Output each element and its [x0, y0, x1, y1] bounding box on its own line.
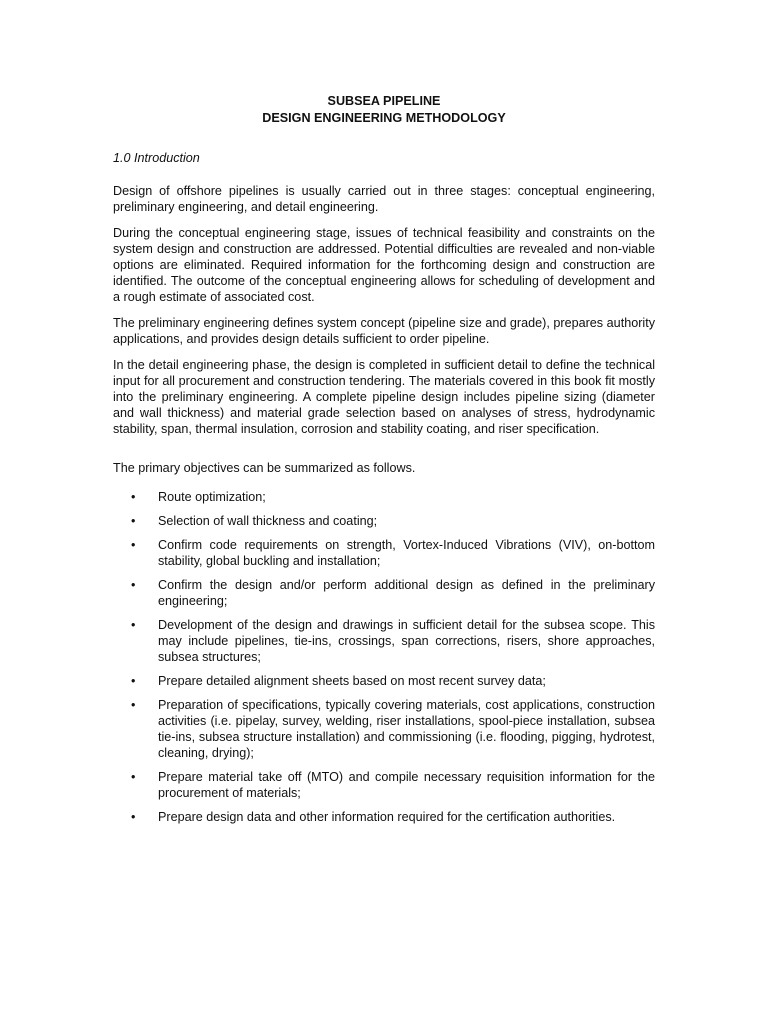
list-item-text: Development of the design and drawings in sufficient detail for the subsea scope. This may include pipelines, tie-ins, crossings, span corrections, risers, shore approaches, subsea structures; — [158, 618, 655, 664]
section-heading: 1.0 Introduction — [113, 151, 200, 165]
list-item — [113, 769, 655, 801]
list-item-text: Route optimization; — [158, 490, 266, 504]
paragraph: Design of offshore pipelines is usually carried out in three stages: conceptual engineering, preliminary engineering, and detail engineering. — [113, 184, 655, 214]
bullet-icon: • — [131, 514, 136, 528]
list-item — [113, 577, 655, 609]
bullet-icon: • — [131, 538, 136, 552]
list-item — [113, 809, 655, 825]
list-item — [113, 489, 655, 505]
list-item-text: Prepare detailed alignment sheets based on most recent survey data; — [158, 674, 546, 688]
bullet-icon: • — [131, 674, 136, 688]
paragraph: The preliminary engineering defines system concept (pipeline size and grade), prepares authority applications, and provides design details sufficient to order pipeline. — [113, 316, 655, 346]
list-item-text: Preparation of specifications, typically covering materials, cost applications, construction activities (i.e. pipelay, survey, welding, riser installations, spool-piece installation, subsea tie-ins, subsea structure installation) and commissioning (i.e. flooding, pigging, hydrotest, cleaning, drying); — [158, 698, 655, 760]
list-item-text: Prepare material take off (MTO) and compile necessary requisition information for the procurement of materials; — [158, 770, 655, 800]
bullet-icon: • — [131, 490, 136, 504]
list-item-text: Prepare design data and other information required for the certification authorities. — [158, 810, 616, 824]
list-item — [113, 537, 655, 569]
list-item — [113, 697, 655, 761]
document-title-line-2: DESIGN ENGINEERING METHODOLOGY — [262, 111, 506, 125]
list-item — [113, 513, 655, 529]
objectives-intro: The primary objectives can be summarized as follows. — [113, 461, 416, 475]
bullet-icon: • — [131, 578, 136, 592]
bullet-icon: • — [131, 810, 136, 824]
document-title-line-1: SUBSEA PIPELINE — [327, 94, 441, 108]
list-item-text: Confirm code requirements on strength, Vortex-Induced Vibrations (VIV), on-bottom stability, global buckling and installation; — [158, 538, 655, 568]
paragraph: In the detail engineering phase, the design is completed in sufficient detail to define the technical input for all procurement and construction tendering. The materials covered in this book fit mostly into the preliminary engineering. A complete pipeline design includes pipeline sizing (diameter and wall thickness) and material grade selection based on analyses of stress, hydrodynamic stability, span, thermal insulation, corrosion and stability coating, and riser specification. — [113, 358, 655, 436]
list-item-text: Selection of wall thickness and coating; — [158, 514, 378, 528]
objectives-list — [113, 489, 655, 825]
bullet-icon: • — [131, 698, 136, 712]
paragraph: During the conceptual engineering stage, issues of technical feasibility and constraints on the system design and construction are addressed. Potential difficulties are revealed and non-viable options are eliminated. Required information for the forthcoming design and construction are identified. The outcome of the conceptual engineering allows for scheduling of development and a rough estimate of associated cost. — [113, 226, 655, 304]
list-item-text: Confirm the design and/or perform additional design as defined in the preliminary engineering; — [158, 578, 655, 608]
bullet-icon: • — [131, 770, 136, 784]
list-item — [113, 617, 655, 665]
document-body — [113, 93, 655, 833]
bullet-icon: • — [131, 618, 136, 632]
list-item — [113, 673, 655, 689]
